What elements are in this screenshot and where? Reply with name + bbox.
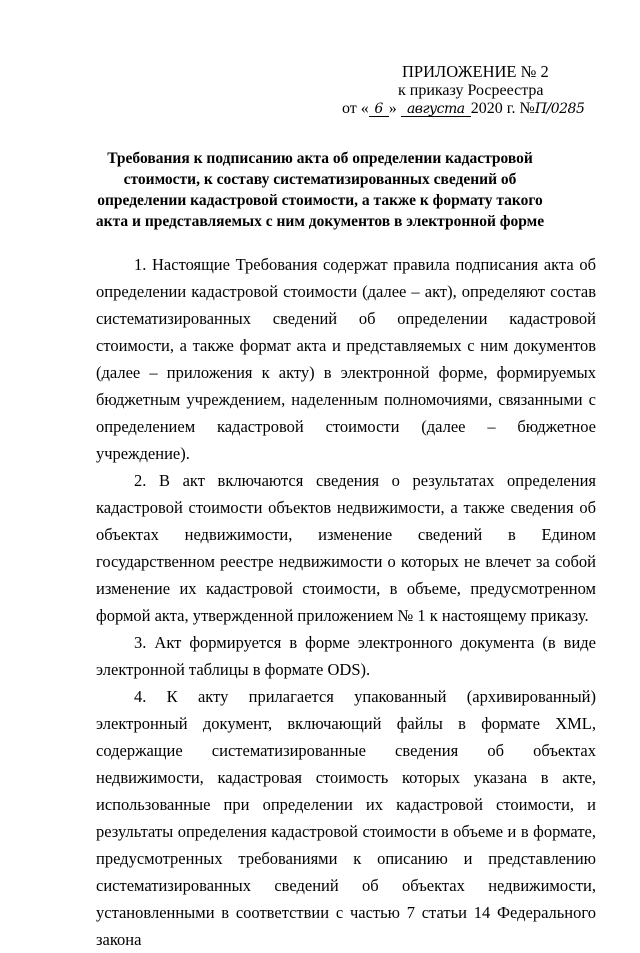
handwritten-day: 6 (369, 102, 389, 117)
document-title: Требования к подписанию акта об определении кадастровой стоимости, к составу систематизированных сведений об определении кадастровой стоимости, а также к формату такого акта и представляемых с ним документов в электронной форме (95, 150, 545, 230)
attachment-date-line (342, 99, 591, 119)
document-body (96, 251, 596, 953)
paragraph-3: 3. Акт формируется в форме электронного документа (в виде электронной таблицы в формате ODS). (96, 633, 596, 679)
date-prefix: от « (342, 100, 369, 117)
attachment-order-line: к приказу Росреестра (398, 82, 544, 99)
date-mid: » (388, 100, 397, 117)
attachment-title: ПРИЛОЖЕНИЕ № 2 (402, 62, 549, 81)
paragraph-2: 2. В акт включаются сведения о результатах определения кадастровой стоимости объектов недвижимости, а также сведения об объектах недвижимости, изменение сведений в Едином государственном реестре недвижимости о которых не влечет за собой изменение их кадастровой стоимости, в объеме, предусмотренном формой акта, утвержденной приложением № 1 к настоящему приказу. (96, 471, 596, 625)
handwritten-month: августа (401, 102, 471, 117)
paragraph-1: 1. Настоящие Требования содержат правила подписания акта об определении кадастровой стоимости (далее – акт), определяют состав систематизированных сведений об определении кадастровой стоимости, а также формат акта и представляемых с ним документов (далее – приложения к акту) в электронной форме, формируемых бюджетным учреждением, наделенным полномочиями, связанными с определением кадастровой стоимости (далее – бюджетное учреждение). (96, 255, 596, 463)
year-text: 2020 г. № (470, 100, 535, 117)
handwritten-order-number: П/0285 (534, 101, 585, 117)
paragraph-4: 4. К акту прилагается упакованный (архивированный) электронный документ, включающий файлы в формате XML, содержащие систематизированные сведения об объектах недвижимости, кадастровая стоимость которых указана в акте, использованные при определении их кадастровой стоимости, и результаты определения кадастровой стоимости в объеме и в формате, предусмотренных требованиями к описанию и представлению систематизированных сведений об объектах недвижимости, установленными в соответствии с частью 7 статьи 14 Федерального закона (96, 687, 596, 949)
